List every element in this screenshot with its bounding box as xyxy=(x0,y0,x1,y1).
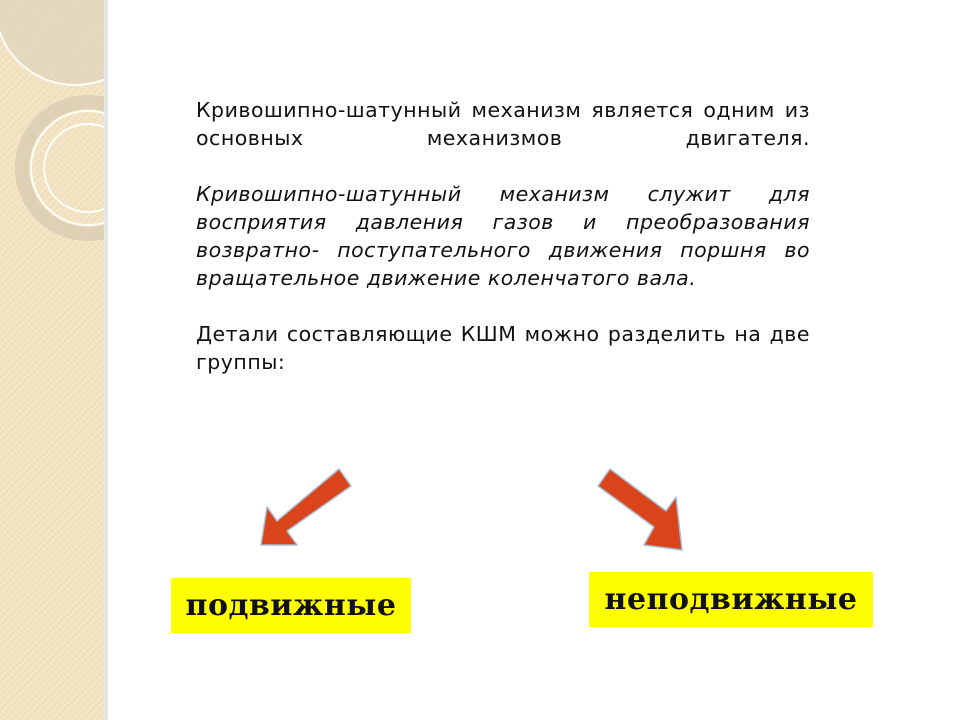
sidebar-divider xyxy=(104,0,108,720)
arrow-down-right-icon xyxy=(592,465,692,555)
paragraph-purpose: Кривошипно-шатунный механизм служит для восприятия давления газов и преобразования возвратно- поступательного движения поршня во вращательное движение коленчатого вала. xyxy=(196,182,810,290)
paragraph-definition: Кривошипно-шатунный механизм является одним из основных механизмов двигателя. xyxy=(196,98,810,150)
arrow-down-left-icon xyxy=(255,465,355,550)
paragraph-groups: Детали составляющие КШМ можно разделить на две группы: xyxy=(196,322,810,374)
decorative-circles xyxy=(0,0,104,720)
label-fixed-parts: неподвижные xyxy=(589,572,873,627)
decorative-sidebar xyxy=(0,0,104,720)
main-text xyxy=(196,96,810,376)
label-movable-parts: подвижные xyxy=(171,578,411,633)
